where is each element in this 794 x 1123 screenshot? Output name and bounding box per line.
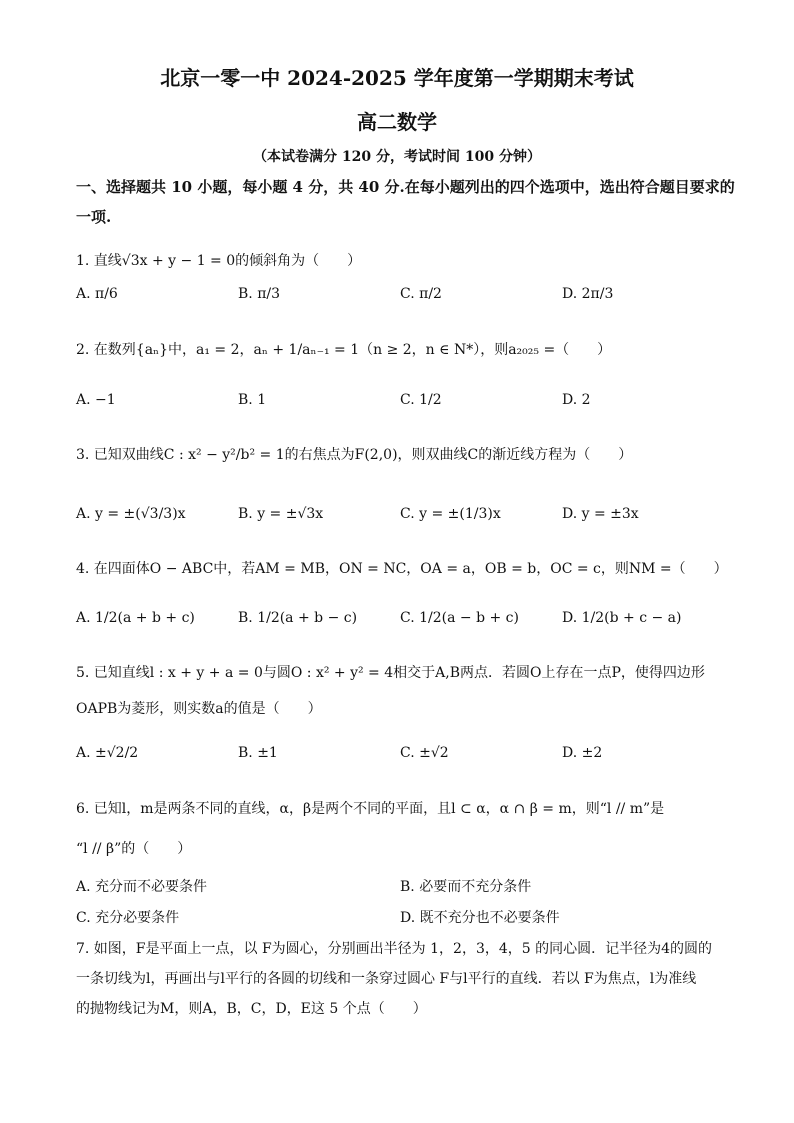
q6-option-b: B. 必要而不充分条件	[400, 879, 532, 895]
q1-option-a: A. π/6	[76, 286, 118, 302]
q3-option-b: B. y = ±√3x	[238, 506, 324, 522]
question-3-stem: 3. 已知双曲线C : x² − y²/b² = 1的右焦点为F(2,0)，则双曲线C的渐近线方程为（ ）	[76, 447, 633, 463]
q1-option-c: C. π/2	[400, 286, 442, 302]
q4-option-a: A. 1/2(a + b + c)	[76, 610, 195, 626]
q2-option-b: B. 1	[238, 392, 267, 408]
question-2-stem: 2. 在数列{aₙ}中，a₁ = 2，aₙ + 1/aₙ₋₁ = 1（n ≥ 2，n ∈ N*），则a₂₀₂₅ =（ ）	[76, 342, 612, 358]
question-1-stem: 1. 直线√3x + y − 1 = 0的倾斜角为（ ）	[76, 253, 362, 269]
section-heading: 一、选择题共 10 小题，每小题 4 分，共 40 分.在每小题列出的四个选项中，选出符合题目要求的一项.	[76, 178, 735, 226]
q2-option-c: C. 1/2	[400, 392, 442, 408]
q3-option-a: A. y = ±(√3/3)x	[76, 506, 186, 522]
question-5-stem-cont: OAPB为菱形，则实数a的值是（ ）	[76, 701, 322, 717]
exam-note: （本试卷满分 120 分，考试时间 100 分钟）	[253, 149, 541, 165]
q4-option-b: B. 1/2(a + b − c)	[238, 610, 358, 626]
q4-option-d: D. 1/2(b + c − a)	[562, 610, 682, 626]
q5-option-d: D. ±2	[562, 745, 603, 761]
exam-title: 北京一零一中 2024-2025 学年度第一学期期末考试	[160, 66, 634, 90]
q5-option-a: A. ±√2/2	[76, 745, 139, 761]
question-6-stem-cont: “l // β”的（ ）	[76, 841, 192, 857]
q4-option-c: C. 1/2(a − b + c)	[400, 610, 519, 626]
q5-option-b: B. ±1	[238, 745, 278, 761]
q6-option-d: D. 既不充分也不必要条件	[400, 910, 560, 926]
question-7-stem-cont-2: 的抛物线记为M，则A，B，C，D，E这 5 个点（ ）	[76, 1001, 427, 1017]
q3-option-c: C. y = ±(1/3)x	[400, 506, 501, 522]
question-6-stem: 6. 已知l，m是两条不同的直线，α，β是两个不同的平面，且l ⊂ α，α ∩ β = m，则“l // m”是	[76, 801, 665, 817]
q5-option-c: C. ±√2	[400, 745, 449, 761]
q3-option-d: D. y = ±3x	[562, 506, 639, 522]
q2-option-d: D. 2	[562, 392, 591, 408]
q6-option-a: A. 充分而不必要条件	[76, 879, 208, 895]
question-7-stem: 7. 如图，F是平面上一点，以 F为圆心，分别画出半径为 1，2，3，4，5 的同心圆．记半径为4的圆的	[76, 941, 713, 957]
q6-option-c: C. 充分必要条件	[76, 910, 180, 926]
question-4-stem: 4. 在四面体O − ABC中，若AM = MB，ON = NC，OA = a，OB = b，OC = c，则NM =（ ）	[76, 561, 728, 577]
exam-subject: 高二数学	[357, 110, 437, 134]
question-7-stem-cont: 一条切线为l，再画出与l平行的各圆的切线和一条穿过圆心 F与l平行的直线．若以 F为焦点，l为准线	[76, 971, 697, 987]
q1-option-b: B. π/3	[238, 286, 281, 302]
question-5-stem: 5. 已知直线l : x + y + a = 0与圆O : x² + y² = 4相交于A,B两点．若圆O上存在一点P，使得四边形	[76, 665, 705, 681]
q1-option-d: D. 2π/3	[562, 286, 614, 302]
q2-option-a: A. −1	[76, 392, 116, 408]
